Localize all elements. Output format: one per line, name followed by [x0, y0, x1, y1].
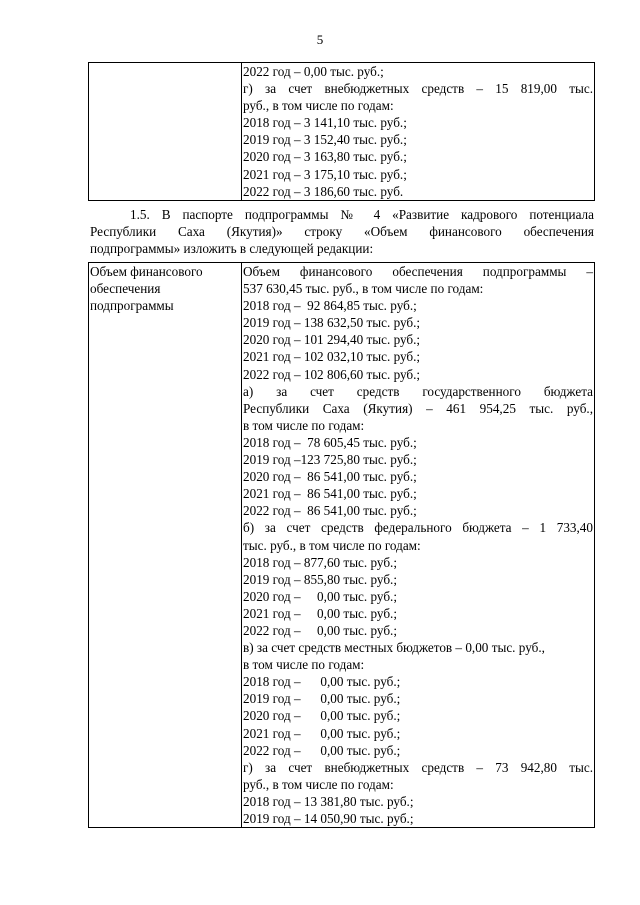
text-line: 2018 год – 78 605,45 тыс. руб.; — [243, 434, 417, 450]
instruction-paragraph — [90, 206, 594, 257]
page-number: 5 — [316, 32, 324, 47]
text-line: 2018 год – 3 141,10 тыс. руб.; — [243, 115, 407, 131]
text-line: 2018 год – 92 864,85 тыс. руб.; — [243, 298, 417, 314]
financing-table — [88, 262, 595, 828]
text-line: 2022 год – 86 541,00 тыс. руб.; — [243, 503, 417, 519]
text-line: 2019 год –123 725,80 тыс. руб.; — [243, 452, 417, 468]
text-line: руб., в том числе по годам: — [243, 98, 394, 114]
text-line: 2019 год – 855,80 тыс. руб.; — [243, 571, 398, 587]
text-line: в том числе по годам: — [243, 657, 365, 673]
text-line: в том числе по годам: — [243, 417, 365, 433]
text-line: г) за счет внебюджетных средств – 15 819,00 тыс. — [243, 81, 593, 97]
text-line: 2022 год – 3 186,60 тыс. руб. — [243, 183, 404, 199]
text-line: руб., в том числе по годам: — [243, 776, 394, 792]
row-label-line: Объем финансового — [90, 264, 203, 279]
table-cell-row-label — [89, 263, 242, 828]
table-cell-left-empty — [89, 63, 242, 201]
text-line: 2021 год – 0,00 тыс. руб.; — [243, 605, 398, 621]
text-line: 2021 год – 3 175,10 тыс. руб.; — [243, 166, 407, 182]
financing-table-continued — [88, 62, 595, 201]
table-cell-financing-text — [242, 63, 595, 201]
text-line: Республики Саха (Якутия) – 461 954,25 тыс. руб., — [243, 400, 593, 416]
text-line: 2020 год – 0,00 тыс. руб.; — [243, 708, 401, 724]
text-line: 2020 год – 101 294,40 тыс. руб.; — [243, 332, 421, 348]
row-label-line: подпрограммы — [90, 298, 174, 314]
text-line: 2019 год – 3 152,40 тыс. руб.; — [243, 132, 407, 148]
text-line: тыс. руб., в том числе по годам: — [243, 537, 421, 553]
text-line: 2020 год – 3 163,80 тыс. руб.; — [243, 149, 407, 165]
text-line: 2022 год – 0,00 тыс. руб.; — [243, 64, 384, 79]
table-row — [89, 63, 595, 201]
text-line: а) за счет средств государственного бюджета — [243, 383, 593, 399]
text-line: 2020 год – 0,00 тыс. руб.; — [243, 588, 398, 604]
text-line: 2020 год – 86 541,00 тыс. руб.; — [243, 469, 417, 485]
text-line: 2022 год – 0,00 тыс. руб.; — [243, 742, 401, 758]
text-line: 2019 год – 138 632,50 тыс. руб.; — [243, 315, 421, 331]
text-line: Объем финансового обеспечения подпрограммы – — [243, 264, 593, 279]
text-line: 2018 год – 0,00 тыс. руб.; — [243, 674, 401, 690]
text-line: 2021 год – 102 032,10 тыс. руб.; — [243, 349, 421, 365]
table-cell-financing-text — [242, 263, 595, 828]
text-line: 537 630,45 тыс. руб., в том числе по годам: — [243, 281, 484, 297]
text-line: г) за счет внебюджетных средств – 73 942,80 тыс. — [243, 759, 593, 775]
paragraph-line: Республики Саха (Якутия)» строку «Объем финансового обеспечения — [90, 224, 594, 240]
table-row — [89, 263, 595, 828]
row-label-line: обеспечения — [90, 281, 161, 297]
text-line: 2019 год – 0,00 тыс. руб.; — [243, 691, 401, 707]
text-line: в) за счет средств местных бюджетов – 0,00 тыс. руб., — [243, 640, 545, 656]
text-line: 2018 год – 877,60 тыс. руб.; — [243, 554, 398, 570]
text-line: 2021 год – 86 541,00 тыс. руб.; — [243, 486, 417, 502]
text-line: 2021 год – 0,00 тыс. руб.; — [243, 725, 401, 741]
text-line: 2022 год – 0,00 тыс. руб.; — [243, 622, 398, 638]
text-line: 2018 год – 13 381,80 тыс. руб.; — [243, 793, 414, 809]
paragraph-line: подпрограммы» изложить в следующей редакции: — [90, 241, 374, 257]
text-line: б) за счет средств федерального бюджета – 1 733,40 — [243, 520, 593, 536]
text-line: 2019 год – 14 050,90 тыс. руб.; — [243, 811, 414, 826]
text-line: 2022 год – 102 806,60 тыс. руб.; — [243, 366, 421, 382]
paragraph-line: 1.5. В паспорте подпрограммы № 4 «Развитие кадрового потенциала — [130, 207, 594, 222]
